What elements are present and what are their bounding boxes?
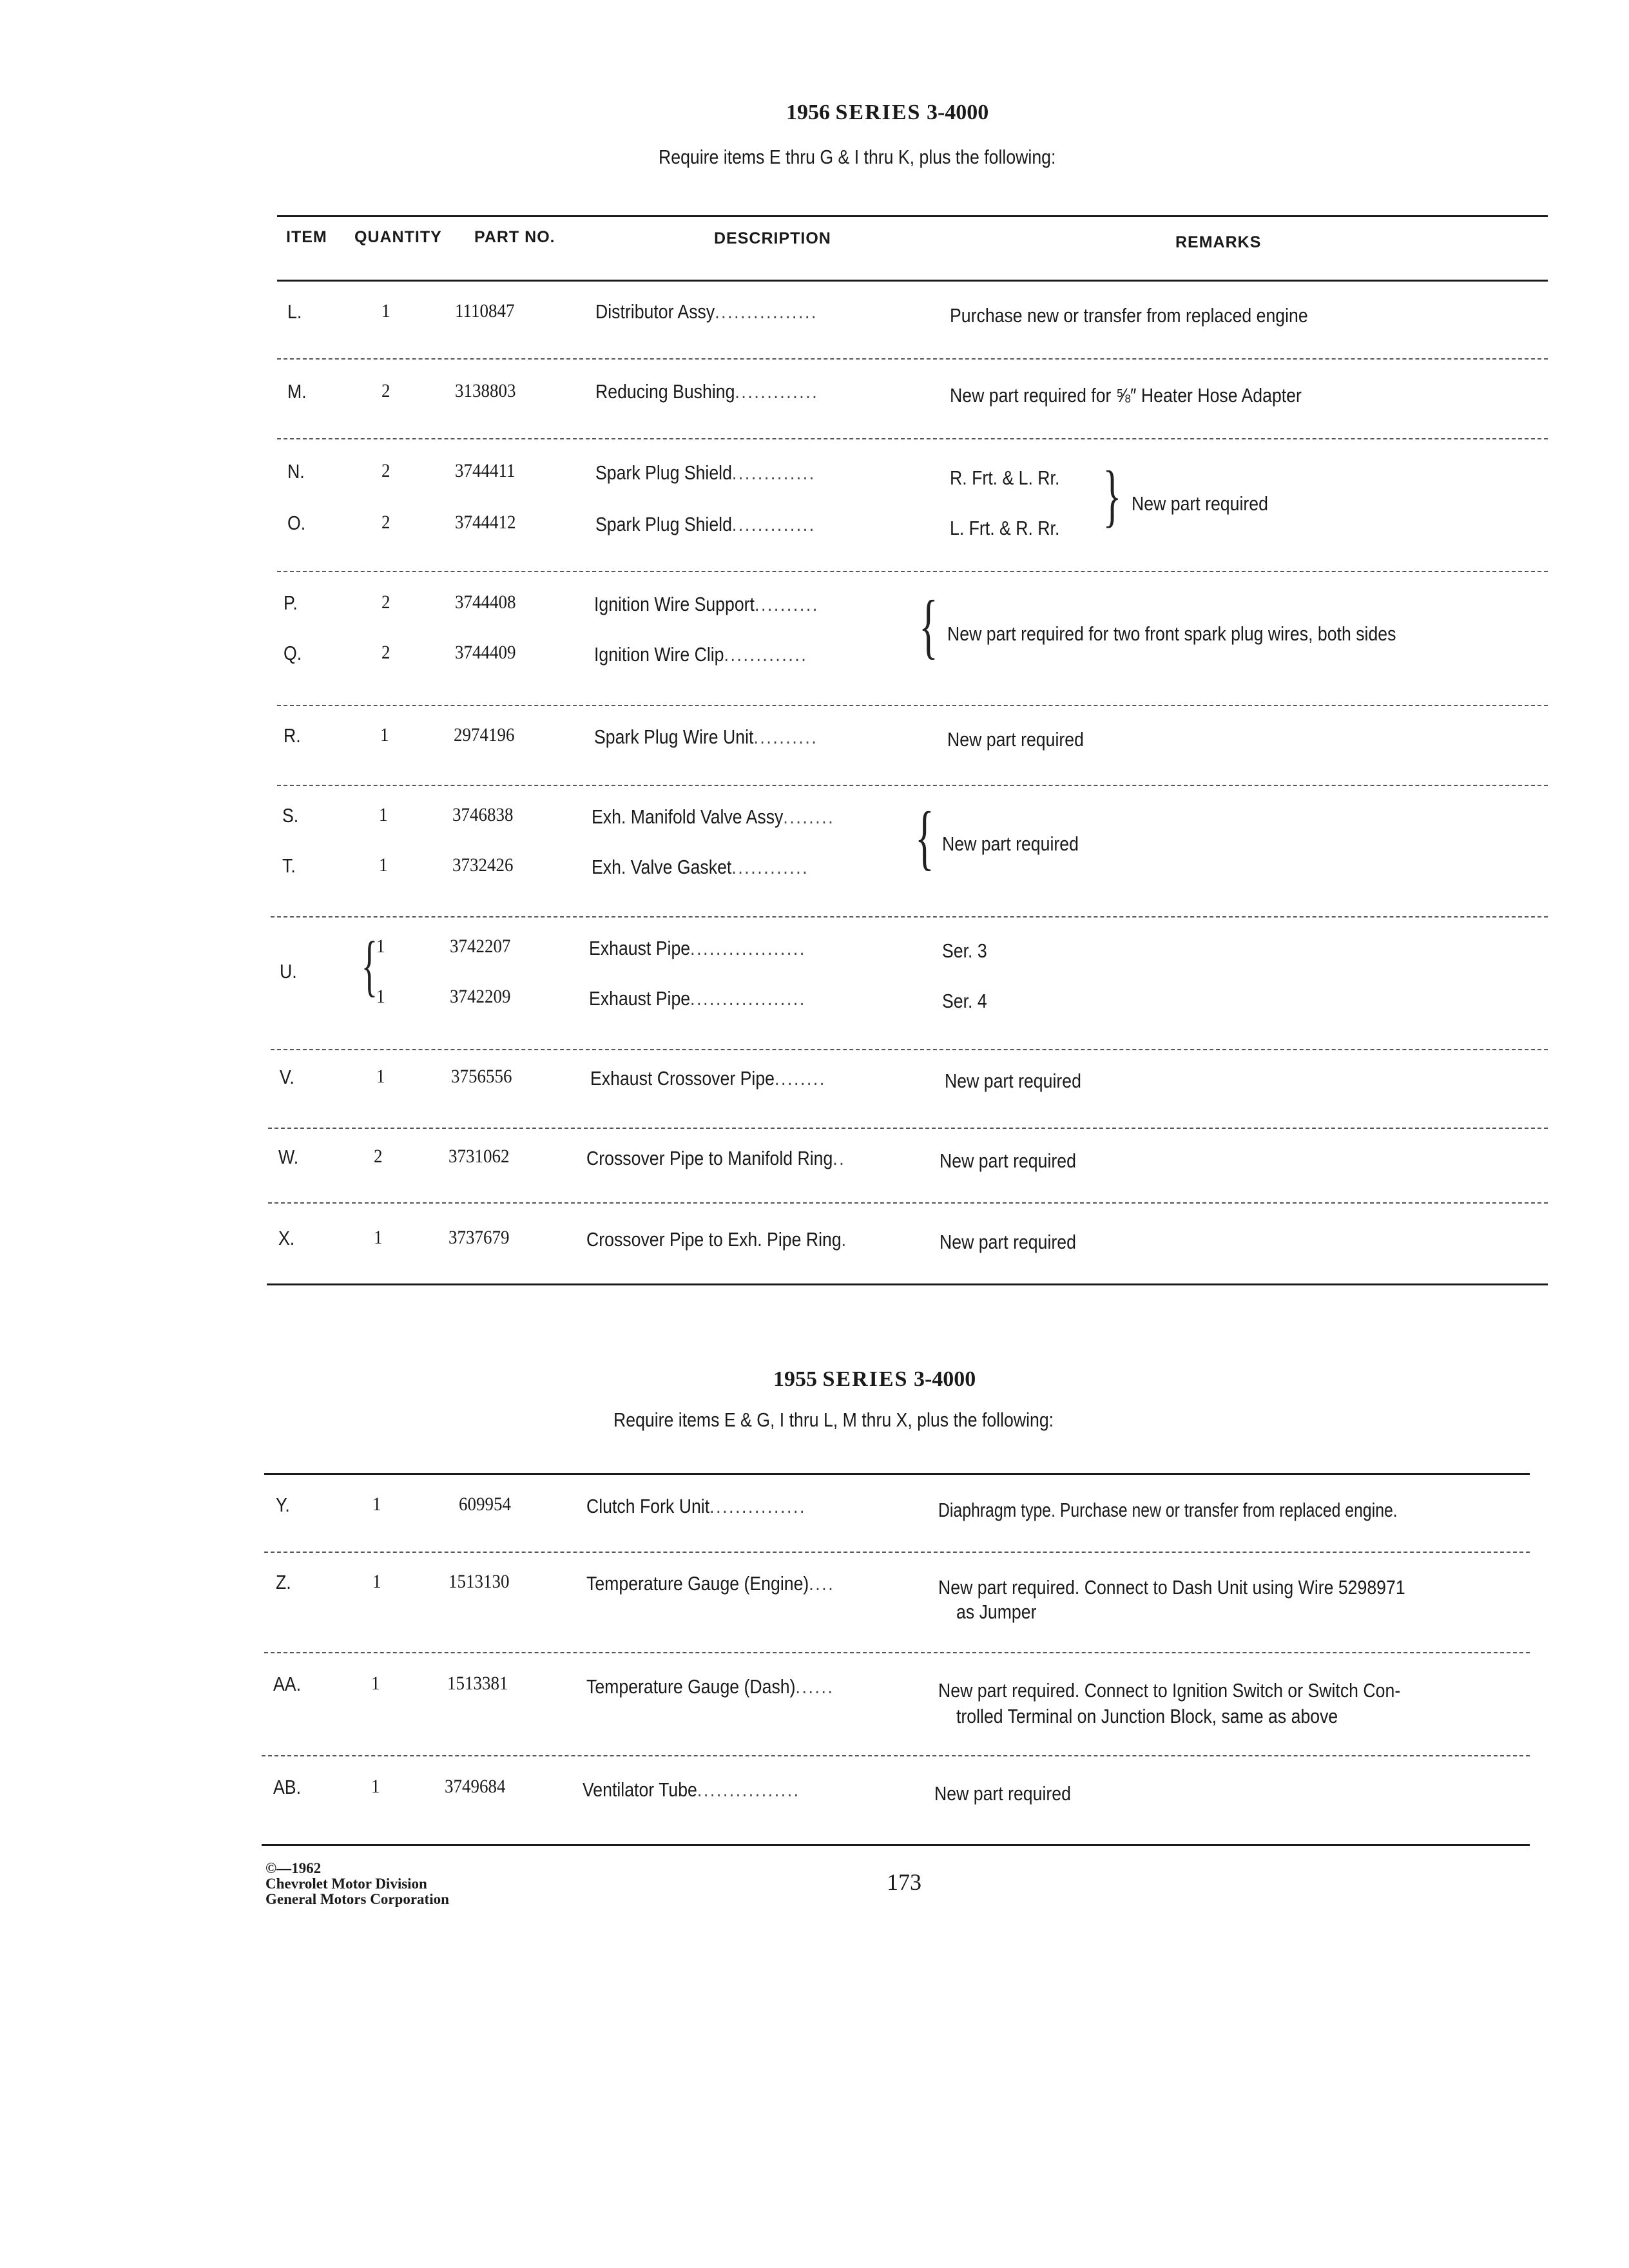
description: Temperature Gauge (Dash)...... (586, 1675, 834, 1698)
quantity: 1 (372, 1494, 381, 1515)
row-divider (277, 705, 1548, 706)
quantity: 2 (381, 512, 390, 533)
remarks: L. Frt. & R. Rr. (950, 517, 1060, 539)
part-number: 3742209 (450, 986, 511, 1007)
part-number: 3744409 (455, 642, 516, 663)
section-1-year: 1956 (786, 101, 830, 124)
description: Exhaust Crossover Pipe........ (590, 1067, 826, 1090)
left-brace-icon: { (919, 586, 938, 666)
remarks-continued: as Jumper (956, 1600, 1037, 1623)
description: Ignition Wire Support.......... (594, 593, 819, 615)
left-brace-icon: { (361, 928, 378, 1003)
section-2-model: 3-4000 (913, 1367, 976, 1391)
quantity: 1 (376, 936, 385, 957)
row-divider (262, 1755, 1530, 1756)
remarks: New part required (940, 1149, 1076, 1172)
item-letter: AB. (273, 1776, 301, 1798)
item-letter: N. (287, 460, 305, 483)
part-number: 3756556 (451, 1066, 512, 1087)
quantity: 1 (376, 1066, 385, 1087)
description: Clutch Fork Unit............... (586, 1495, 806, 1517)
row-divider (277, 785, 1548, 786)
row-divider (271, 1049, 1548, 1050)
remarks: Diaphragm type. Purchase new or transfer from replaced engine. (938, 1499, 1398, 1521)
row-divider (264, 1652, 1530, 1653)
part-number: 3744411 (455, 460, 516, 481)
description: Exh. Manifold Valve Assy........ (592, 805, 835, 828)
table-2-bottom-rule (262, 1844, 1530, 1846)
description: Exhaust Pipe.................. (589, 937, 806, 959)
footer-credits (265, 1861, 449, 1907)
corporation-name: General Motors Corporation (265, 1891, 449, 1907)
quantity: 2 (381, 642, 390, 663)
quantity: 2 (381, 591, 390, 613)
quantity: 1 (376, 986, 385, 1007)
remarks: Ser. 4 (942, 990, 987, 1012)
description: Ventilator Tube................ (583, 1778, 800, 1801)
section-2-series: SERIES (822, 1367, 909, 1391)
part-number: 3731062 (448, 1146, 510, 1167)
quantity: 2 (381, 460, 390, 481)
description: Spark Plug Wire Unit.......... (594, 726, 818, 748)
description: Spark Plug Shield............. (595, 461, 816, 484)
description: Exhaust Pipe.................. (589, 987, 806, 1010)
item-letter: M. (287, 380, 307, 403)
section-1-series: SERIES (835, 101, 921, 124)
page-number: 173 (887, 1869, 921, 1895)
row-divider (277, 438, 1548, 439)
part-number: 1513381 (447, 1673, 508, 1694)
description: Exh. Valve Gasket............ (592, 856, 809, 878)
item-letter: Q. (284, 642, 302, 664)
copyright: ©—1962 (265, 1860, 322, 1876)
remarks: New part required (940, 1231, 1076, 1253)
row-divider (264, 1552, 1530, 1553)
item-letter: W. (278, 1146, 299, 1168)
remarks: New part required (934, 1782, 1071, 1805)
item-letter: X. (278, 1227, 295, 1249)
header-part-no: PART NO. (474, 228, 555, 246)
quantity: 1 (379, 854, 388, 876)
part-number: 1110847 (455, 300, 515, 322)
table-2-top-rule (264, 1473, 1530, 1475)
row-divider (271, 916, 1548, 918)
grouped-remarks-no: New part required (1132, 492, 1268, 515)
remarks: New part required. Connect to Dash Unit using Wire 5298971 (938, 1576, 1405, 1599)
quantity: 2 (381, 380, 390, 401)
grouped-remarks-st: New part required (942, 832, 1079, 855)
item-letter: AA. (273, 1673, 301, 1695)
part-number: 3138803 (455, 380, 516, 401)
quantity: 1 (374, 1227, 383, 1248)
description: Reducing Bushing............. (595, 380, 819, 403)
description: Crossover Pipe to Manifold Ring.. (586, 1147, 846, 1169)
header-item: ITEM (286, 228, 327, 246)
item-letter: Z. (276, 1571, 291, 1593)
table-1-top-rule (277, 215, 1548, 217)
section-2-year: 1955 (773, 1367, 817, 1391)
section-1-model: 3-4000 (926, 101, 989, 124)
remarks: Ser. 3 (942, 939, 987, 962)
remarks: New part required (947, 728, 1084, 751)
row-divider (268, 1202, 1548, 1204)
row-divider (277, 358, 1548, 360)
description: Spark Plug Shield............. (595, 513, 816, 535)
right-brace-icon: } (1103, 457, 1122, 534)
grouped-remarks-pq: New part required for two front spark plug wires, both sides (947, 622, 1396, 645)
quantity: 1 (381, 300, 390, 322)
quantity: 2 (374, 1146, 383, 1167)
description: Distributor Assy................ (595, 300, 818, 323)
part-number: 1513130 (448, 1571, 510, 1592)
section-1-subtitle: Require items E thru G & I thru K, plus the following: (659, 146, 1056, 168)
part-number: 2974196 (454, 724, 515, 745)
part-number: 3744408 (455, 591, 516, 613)
header-quantity: QUANTITY (354, 228, 442, 246)
table-1-header-rule (277, 280, 1548, 282)
item-letter: V. (280, 1066, 294, 1088)
item-letter: L. (287, 300, 302, 323)
quantity: 1 (379, 804, 388, 825)
part-number: 609954 (459, 1494, 511, 1515)
description: Temperature Gauge (Engine).... (586, 1572, 835, 1595)
remarks-continued: trolled Terminal on Junction Block, same as above (956, 1705, 1338, 1727)
item-letter: P. (284, 591, 298, 614)
quantity: 1 (372, 1571, 381, 1592)
description: Crossover Pipe to Exh. Pipe Ring. (586, 1228, 848, 1251)
left-brace-icon: { (915, 798, 934, 878)
part-number: 3746838 (452, 804, 514, 825)
remarks: New part required. Connect to Ignition Switch or Switch Con- (938, 1679, 1401, 1702)
part-number: 3742207 (450, 936, 511, 957)
item-letter: U. (280, 960, 297, 983)
row-divider (277, 571, 1548, 572)
table-1-bottom-rule (267, 1283, 1548, 1285)
section-2-subtitle: Require items E & G, I thru L, M thru X, plus the following: (613, 1408, 1054, 1431)
division-name: Chevrolet Motor Division (265, 1876, 427, 1892)
quantity: 1 (371, 1776, 380, 1797)
remarks: New part required (945, 1070, 1081, 1092)
item-letter: Y. (276, 1494, 290, 1516)
description: Ignition Wire Clip............. (594, 643, 808, 666)
section-1-title (786, 101, 988, 125)
part-number: 3749684 (445, 1776, 506, 1797)
header-description: DESCRIPTION (714, 229, 831, 247)
part-number: 3744412 (455, 512, 516, 533)
item-letter: R. (284, 724, 301, 747)
item-letter: O. (287, 512, 306, 534)
item-letter: T. (282, 854, 296, 877)
row-divider (268, 1128, 1548, 1129)
item-letter: S. (282, 804, 299, 827)
remarks: New part required for ⅝″ Heater Hose Adapter (950, 384, 1302, 407)
section-2-title (773, 1367, 976, 1392)
part-number: 3737679 (448, 1227, 510, 1248)
part-number: 3732426 (452, 854, 514, 876)
quantity: 1 (371, 1673, 380, 1694)
header-remarks: REMARKS (1175, 233, 1262, 251)
remarks: R. Frt. & L. Rr. (950, 466, 1060, 489)
quantity: 1 (380, 724, 389, 745)
remarks: Purchase new or transfer from replaced engine (950, 304, 1308, 327)
